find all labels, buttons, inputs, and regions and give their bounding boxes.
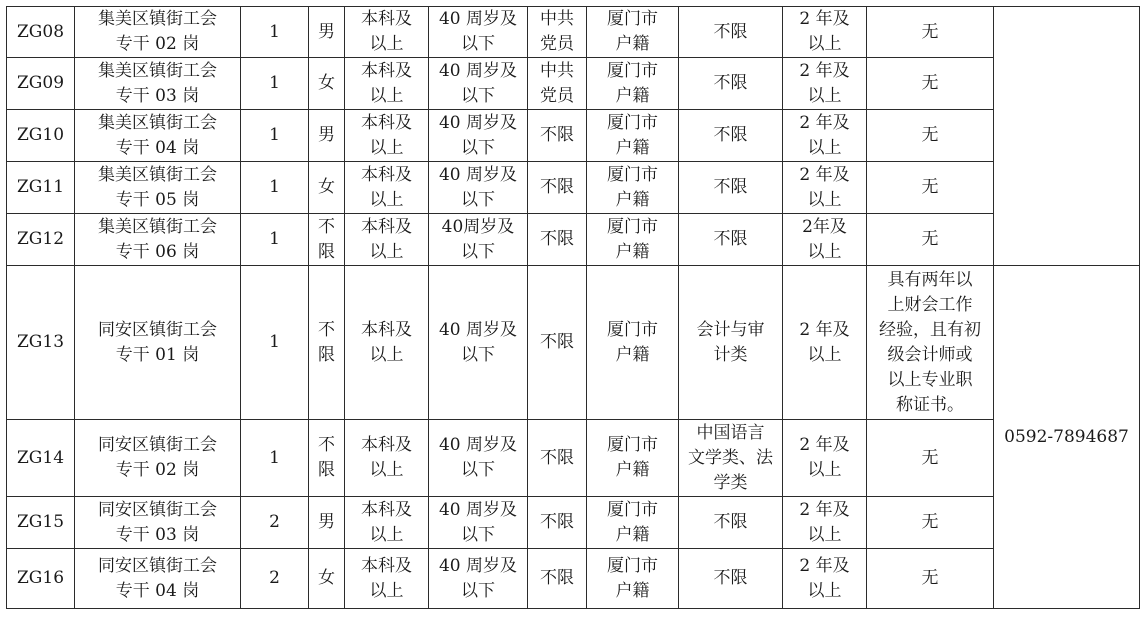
cell-experience	[783, 58, 867, 110]
cell-other-requirements	[867, 266, 994, 420]
cell-age-text: 以下	[461, 137, 495, 158]
cell-gender	[309, 266, 345, 420]
cell-experience-text: 2年及	[802, 216, 847, 237]
cell-household-text: 户籍	[615, 524, 650, 545]
cell-age-text: 40周岁及	[441, 216, 515, 237]
cell-education-text: 以上	[369, 189, 404, 210]
cell-gender	[309, 214, 345, 266]
cell-other-requirements-text: 以上专业职	[887, 369, 973, 390]
cell-other-requirements-text: 无	[921, 512, 939, 532]
cell-age-text: 以下	[461, 460, 495, 480]
cell-major	[679, 266, 783, 420]
cell-experience	[783, 420, 867, 497]
cell-gender	[309, 7, 345, 58]
cell-politics-text: 中共	[540, 9, 574, 29]
cell-gender-text: 不	[318, 319, 335, 340]
cell-age-text: 40 周岁及	[438, 9, 518, 29]
cell-age-text: 40 周岁及	[438, 319, 518, 340]
cell-household-text: 户籍	[615, 580, 650, 601]
cell-other-requirements	[867, 214, 994, 266]
cell-code	[7, 162, 75, 214]
cell-experience-text: 2 年及	[799, 112, 850, 133]
cell-count-text: 1	[269, 21, 280, 42]
table-row	[7, 7, 1140, 58]
cell-major-text: 不限	[713, 125, 748, 145]
cell-household	[587, 58, 679, 110]
table-row	[7, 420, 1140, 497]
cell-other-requirements-text: 无	[921, 125, 939, 145]
cell-major-text: 不限	[713, 177, 748, 197]
cell-position-text: 集美区镇街工会	[98, 216, 217, 237]
cell-politics-text: 不限	[540, 332, 574, 352]
cell-education-text: 本科及	[361, 216, 412, 237]
cell-count	[241, 7, 309, 58]
cell-age	[429, 110, 528, 162]
cell-other-requirements	[867, 549, 994, 609]
cell-gender	[309, 497, 345, 549]
cell-position	[75, 420, 241, 497]
cell-household-text: 厦门市	[607, 9, 658, 29]
table-row	[7, 162, 1140, 214]
cell-household-text: 厦门市	[607, 555, 658, 576]
table-row	[7, 266, 1140, 420]
cell-position	[75, 162, 241, 214]
cell-gender-text: 限	[318, 460, 335, 480]
table-row	[7, 549, 1140, 609]
cell-experience-text: 2 年及	[799, 319, 850, 340]
cell-politics	[528, 7, 587, 58]
cell-count	[241, 214, 309, 266]
cell-experience-text: 以上	[807, 344, 842, 365]
cell-code-text: ZG10	[16, 125, 65, 145]
cell-experience	[783, 214, 867, 266]
cell-experience-text: 以上	[807, 85, 842, 106]
cell-count-text: 1	[269, 447, 280, 468]
cell-household	[587, 420, 679, 497]
cell-experience-text: 以上	[807, 34, 842, 54]
cell-position	[75, 214, 241, 266]
cell-age-text: 40 周岁及	[438, 112, 518, 133]
cell-household-text: 户籍	[615, 344, 650, 365]
cell-count-text: 1	[269, 73, 280, 93]
cell-education	[345, 420, 429, 497]
cell-education-text: 本科及	[361, 112, 412, 133]
cell-household-text: 户籍	[615, 34, 650, 54]
cell-position	[75, 7, 241, 58]
cell-gender	[309, 58, 345, 110]
cell-education-text: 本科及	[361, 499, 412, 520]
cell-other-requirements	[867, 110, 994, 162]
cell-position-text: 专干 01 岗	[115, 344, 200, 365]
cell-education-text: 以上	[369, 241, 404, 262]
cell-household	[587, 266, 679, 420]
cell-experience	[783, 7, 867, 58]
cell-count	[241, 58, 309, 110]
cell-experience-text: 以上	[807, 460, 842, 480]
cell-code-text: ZG09	[16, 73, 65, 93]
table-row	[7, 110, 1140, 162]
cell-age-text: 以下	[461, 580, 495, 601]
cell-household-text: 厦门市	[607, 319, 658, 340]
cell-position-text: 专干 03 岗	[115, 524, 200, 545]
cell-gender-text: 男	[318, 21, 335, 42]
cell-code	[7, 420, 75, 497]
cell-politics	[528, 110, 587, 162]
cell-education-text: 本科及	[361, 9, 412, 29]
cell-age-text: 以下	[461, 34, 495, 54]
cell-major-text: 中国语言	[696, 422, 765, 443]
cell-gender-text: 男	[318, 125, 335, 145]
cell-education	[345, 497, 429, 549]
cell-experience	[783, 110, 867, 162]
cell-count-text: 2	[269, 568, 280, 588]
cell-education	[345, 214, 429, 266]
cell-major	[679, 162, 783, 214]
cell-household-text: 厦门市	[607, 499, 658, 520]
cell-household-text: 厦门市	[607, 435, 658, 455]
cell-education	[345, 266, 429, 420]
cell-education	[345, 110, 429, 162]
cell-age	[429, 497, 528, 549]
cell-count-text: 1	[269, 125, 280, 145]
cell-age-text: 40 周岁及	[438, 499, 518, 520]
cell-gender-text: 限	[318, 241, 335, 262]
cell-gender	[309, 110, 345, 162]
cell-education	[345, 549, 429, 609]
cell-experience-text: 2 年及	[799, 164, 850, 185]
cell-age	[429, 7, 528, 58]
cell-code-text: ZG13	[16, 332, 65, 352]
cell-age-text: 以下	[461, 189, 495, 210]
cell-household-text: 厦门市	[607, 164, 658, 185]
cell-politics-text: 不限	[540, 125, 574, 145]
cell-major-text: 计类	[713, 344, 748, 365]
contact-phone	[994, 266, 1140, 609]
cell-position-text: 集美区镇街工会	[98, 112, 217, 133]
cell-count	[241, 497, 309, 549]
cell-politics-text: 不限	[540, 177, 574, 197]
cell-major-text: 学类	[713, 472, 748, 493]
cell-experience-text: 以上	[807, 580, 842, 601]
cell-household-text: 厦门市	[607, 216, 658, 237]
cell-code-text: ZG08	[16, 21, 65, 42]
cell-experience-text: 2 年及	[799, 499, 850, 520]
cell-position-text: 专干 03 岗	[115, 85, 200, 106]
cell-position-text: 专干 02 岗	[115, 34, 200, 54]
cell-education	[345, 58, 429, 110]
cell-major-text: 不限	[713, 73, 748, 93]
cell-position-text: 同安区镇街工会	[98, 555, 217, 576]
cell-code	[7, 266, 75, 420]
cell-position-text: 同安区镇街工会	[98, 435, 217, 455]
cell-household-text: 户籍	[615, 85, 650, 106]
cell-major-text: 不限	[713, 229, 748, 249]
cell-household-text: 厦门市	[607, 112, 658, 133]
cell-position	[75, 549, 241, 609]
cell-age-text: 以下	[461, 241, 495, 262]
cell-politics-text: 不限	[540, 568, 574, 588]
cell-politics-text: 不限	[540, 229, 574, 249]
cell-politics	[528, 497, 587, 549]
cell-experience-text: 以上	[807, 137, 842, 158]
cell-experience-text: 以上	[807, 241, 842, 262]
cell-code	[7, 214, 75, 266]
cell-education-text: 本科及	[361, 435, 412, 455]
cell-education-text: 本科及	[361, 555, 412, 576]
cell-other-requirements-text: 称证书。	[896, 394, 964, 415]
cell-household	[587, 162, 679, 214]
cell-age	[429, 549, 528, 609]
cell-other-requirements-text: 级会计师或	[887, 344, 973, 365]
cell-gender-text: 女	[318, 568, 335, 588]
cell-major-text: 不限	[713, 512, 748, 532]
cell-education-text: 以上	[369, 137, 404, 158]
cell-age	[429, 214, 528, 266]
cell-age	[429, 266, 528, 420]
cell-code	[7, 497, 75, 549]
cell-major	[679, 549, 783, 609]
cell-count	[241, 162, 309, 214]
cell-experience	[783, 497, 867, 549]
table-row	[7, 214, 1140, 266]
cell-experience-text: 以上	[807, 189, 842, 210]
cell-education-text: 以上	[369, 85, 404, 106]
cell-education-text: 以上	[369, 344, 404, 365]
cell-politics	[528, 549, 587, 609]
cell-code	[7, 58, 75, 110]
cell-age-text: 40 周岁及	[438, 60, 518, 81]
cell-major-text: 不限	[713, 568, 748, 588]
cell-household	[587, 497, 679, 549]
cell-major	[679, 110, 783, 162]
cell-major	[679, 7, 783, 58]
cell-gender-text: 女	[318, 73, 335, 93]
cell-age-text: 以下	[461, 524, 495, 545]
cell-position-text: 同安区镇街工会	[98, 499, 217, 520]
cell-other-requirements-text: 无	[921, 21, 939, 42]
cell-politics	[528, 266, 587, 420]
cell-position-text: 同安区镇街工会	[98, 319, 217, 340]
cell-age-text: 以下	[461, 344, 495, 365]
cell-other-requirements	[867, 497, 994, 549]
cell-other-requirements-text: 无	[921, 447, 939, 468]
cell-education	[345, 7, 429, 58]
cell-position	[75, 266, 241, 420]
cell-count	[241, 266, 309, 420]
cell-household-text: 厦门市	[607, 60, 658, 81]
cell-education-text: 以上	[369, 460, 404, 480]
cell-experience-text: 2 年及	[799, 555, 850, 576]
cell-code-text: ZG12	[16, 229, 65, 249]
cell-code-text: ZG15	[16, 512, 65, 532]
cell-education-text: 本科及	[361, 319, 412, 340]
cell-other-requirements-text: 经验，且有初	[879, 319, 981, 340]
cell-education	[345, 162, 429, 214]
cell-age	[429, 420, 528, 497]
cell-count-text: 1	[269, 332, 280, 352]
cell-experience-text: 2 年及	[799, 9, 850, 29]
cell-position-text: 专干 05 岗	[115, 189, 200, 210]
cell-experience-text: 2 年及	[799, 60, 850, 81]
cell-major-text: 文学类、法	[688, 447, 773, 468]
cell-politics-text: 党员	[540, 34, 574, 54]
cell-experience	[783, 162, 867, 214]
cell-code-text: ZG16	[16, 568, 65, 588]
cell-other-requirements-text: 上财会工作	[887, 294, 973, 315]
cell-position-text: 集美区镇街工会	[98, 164, 217, 185]
cell-household-text: 户籍	[615, 137, 650, 158]
cell-gender-text: 不	[318, 216, 335, 237]
cell-count	[241, 549, 309, 609]
cell-gender-text: 女	[318, 177, 335, 197]
cell-age-text: 40 周岁及	[438, 555, 518, 576]
cell-education-text: 本科及	[361, 60, 412, 81]
cell-education-text: 以上	[369, 34, 404, 54]
cell-politics-text: 党员	[540, 85, 574, 106]
cell-other-requirements-text: 无	[921, 568, 939, 588]
cell-major	[679, 497, 783, 549]
cell-age	[429, 162, 528, 214]
cell-household-text: 户籍	[615, 460, 650, 480]
cell-politics	[528, 214, 587, 266]
cell-other-requirements	[867, 7, 994, 58]
cell-politics	[528, 420, 587, 497]
cell-other-requirements-text: 无	[921, 229, 939, 249]
cell-politics-text: 不限	[540, 512, 574, 532]
cell-code	[7, 110, 75, 162]
cell-count-text: 1	[269, 229, 280, 249]
cell-count-text: 2	[269, 512, 280, 532]
cell-other-requirements-text: 无	[921, 73, 939, 93]
cell-other-requirements-text: 具有两年以	[887, 269, 973, 290]
cell-other-requirements	[867, 58, 994, 110]
cell-position-text: 专干 04 岗	[115, 580, 200, 601]
cell-politics	[528, 58, 587, 110]
cell-major-text: 会计与审	[696, 319, 765, 340]
cell-position-text: 专干 02 岗	[115, 460, 200, 480]
cell-code	[7, 7, 75, 58]
cell-major	[679, 58, 783, 110]
cell-experience	[783, 549, 867, 609]
cell-count	[241, 110, 309, 162]
cell-other-requirements	[867, 162, 994, 214]
cell-major	[679, 214, 783, 266]
cell-politics-text: 中共	[540, 60, 574, 81]
cell-position	[75, 497, 241, 549]
cell-position	[75, 110, 241, 162]
cell-age	[429, 58, 528, 110]
cell-gender	[309, 549, 345, 609]
cell-other-requirements	[867, 420, 994, 497]
cell-gender	[309, 162, 345, 214]
cell-major	[679, 420, 783, 497]
cell-experience	[783, 266, 867, 420]
cell-position	[75, 58, 241, 110]
cell-major-text: 不限	[713, 21, 748, 42]
cell-code-text: ZG11	[16, 177, 65, 197]
cell-education-text: 以上	[369, 524, 404, 545]
cell-household-text: 户籍	[615, 189, 650, 210]
cell-gender-text: 不	[318, 435, 335, 455]
cell-education-text: 本科及	[361, 164, 412, 185]
cell-count-text: 1	[269, 177, 280, 197]
cell-age-text: 40 周岁及	[438, 164, 518, 185]
cell-politics	[528, 162, 587, 214]
cell-position-text: 集美区镇街工会	[98, 9, 217, 29]
cell-position-text: 专干 04 岗	[115, 137, 200, 158]
contact-cell-empty	[994, 7, 1140, 266]
cell-household-text: 户籍	[615, 241, 650, 262]
cell-age-text: 以下	[461, 85, 495, 106]
cell-age-text: 40 周岁及	[438, 435, 518, 455]
cell-code-text: ZG14	[16, 447, 65, 468]
cell-experience-text: 2 年及	[799, 435, 850, 455]
cell-household	[587, 549, 679, 609]
cell-other-requirements-text: 无	[921, 177, 939, 197]
positions-table	[6, 6, 1140, 609]
cell-education-text: 以上	[369, 580, 404, 601]
cell-count	[241, 420, 309, 497]
cell-position-text: 专干 06 岗	[115, 241, 200, 262]
cell-politics-text: 不限	[540, 447, 574, 468]
contact-phone-text: 0592-7894687	[1004, 426, 1129, 447]
table-row	[7, 58, 1140, 110]
cell-household	[587, 110, 679, 162]
cell-household	[587, 7, 679, 58]
cell-gender	[309, 420, 345, 497]
cell-code	[7, 549, 75, 609]
table-row	[7, 497, 1140, 549]
cell-gender-text: 限	[318, 344, 335, 365]
cell-household	[587, 214, 679, 266]
cell-position-text: 集美区镇街工会	[98, 60, 217, 81]
cell-gender-text: 男	[318, 512, 335, 532]
cell-experience-text: 以上	[807, 524, 842, 545]
